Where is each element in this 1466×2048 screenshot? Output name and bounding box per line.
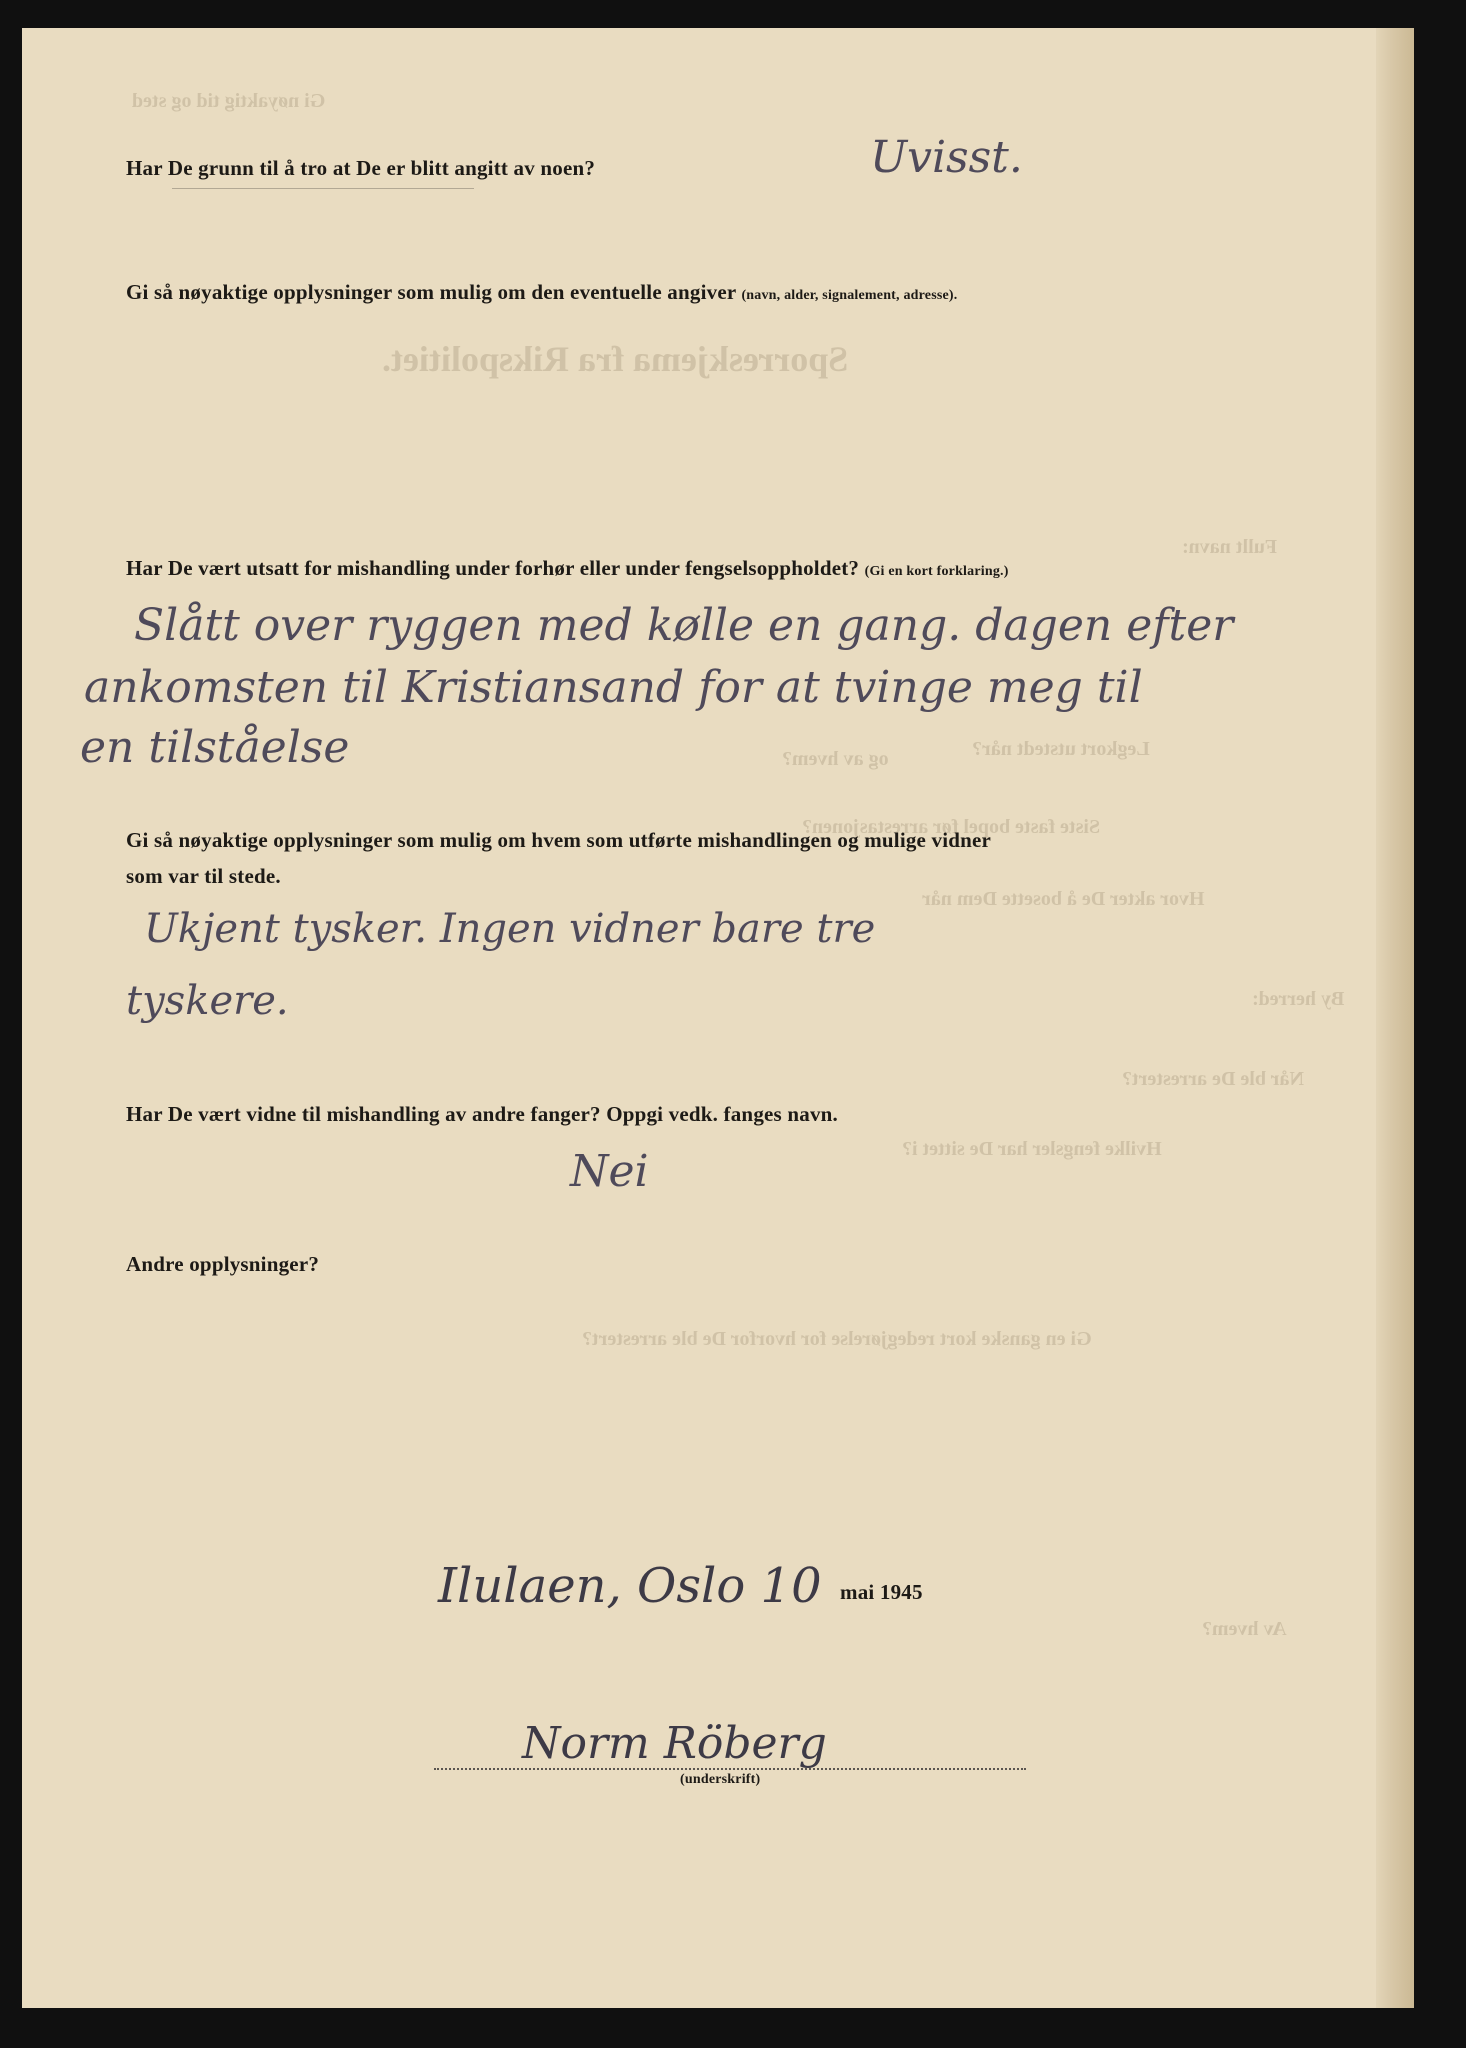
answer-mishandling-line: ankomsten til Kristiansand for at tvinge meg til [84, 662, 1143, 713]
underline [172, 188, 474, 189]
question-angitt: Har De grunn til å tro at De er blitt angitt av noen? [126, 156, 596, 180]
question-mishandling-note: (Gi en kort forklaring.) [864, 564, 1009, 579]
answer-utforer-line: tyskere. [126, 978, 289, 1024]
document-page [22, 28, 1414, 2008]
date-printed: mai 1945 [840, 1580, 923, 1604]
question-mishandling-text: Har De vært utsatt for mishandling under forhør eller under fengselsoppholdet? [126, 556, 860, 580]
bleedthrough-line: Av hvem? [1202, 1618, 1287, 1640]
answer-mishandling-line: en tilståelse [80, 722, 350, 773]
question-vidne: Har De vært vidne til mishandling av andre fanger? Oppgi vedk. fanges navn. [126, 1102, 838, 1126]
place-date-handwritten: Ilulaen, Oslo 10 [438, 1558, 822, 1614]
question-utforer: Gi så nøyaktige opplysninger som mulig om hvem som utførte mishandlingen og mulige vidner [126, 828, 992, 852]
bleedthrough-line: og av hvem? [782, 748, 889, 770]
question-angiver [126, 280, 957, 305]
bleedthrough-heading: Sporreskjema fra Rikspolitiet. [382, 339, 849, 379]
bleedthrough-line: Gi nøyaktig tid og sted [132, 90, 326, 112]
bleedthrough-line: Legkort utstedt når? [972, 738, 1150, 760]
bleedthrough-line: Hvilke fengsler har De sittet i? [902, 1138, 1162, 1160]
bleedthrough-line: Fullt navn: [1182, 536, 1278, 558]
bleedthrough-line: Siste faste bopel før arrestasjonen? [802, 816, 1101, 838]
page-edge-shadow [1376, 28, 1414, 2008]
signature-label: (underskrift) [680, 1772, 761, 1787]
question-angiver-note: (navn, alder, signalement, adresse). [741, 288, 958, 303]
answer-utforer-line: Ukjent tysker. Ingen vidner bare tre [144, 906, 876, 952]
bleedthrough-line: Når ble De arrestert? [1122, 1068, 1304, 1090]
question-angiver-text: Gi så nøyaktige opplysninger som mulig om den eventuelle angiver [126, 280, 736, 304]
signature: Norm Röberg [522, 1718, 827, 1769]
answer-mishandling-line: Slått over ryggen med kølle en gang. dagen efter [134, 600, 1234, 651]
question-mishandling [126, 556, 1009, 581]
answer-vidne: Nei [570, 1146, 649, 1197]
bleedthrough-line: Gi en ganske kort redegjørelse for hvorfor De ble arrestert? [582, 1328, 1092, 1350]
answer-angitt: Uvisst. [870, 132, 1023, 183]
question-utforer-cont: som var til stede. [126, 864, 281, 888]
bleedthrough-line: By herred: [1252, 988, 1345, 1010]
question-andre: Andre opplysninger? [126, 1252, 320, 1276]
signature-line [434, 1768, 1026, 1770]
bleedthrough-line: Hvor akter De å bosette Dem når [922, 888, 1205, 910]
